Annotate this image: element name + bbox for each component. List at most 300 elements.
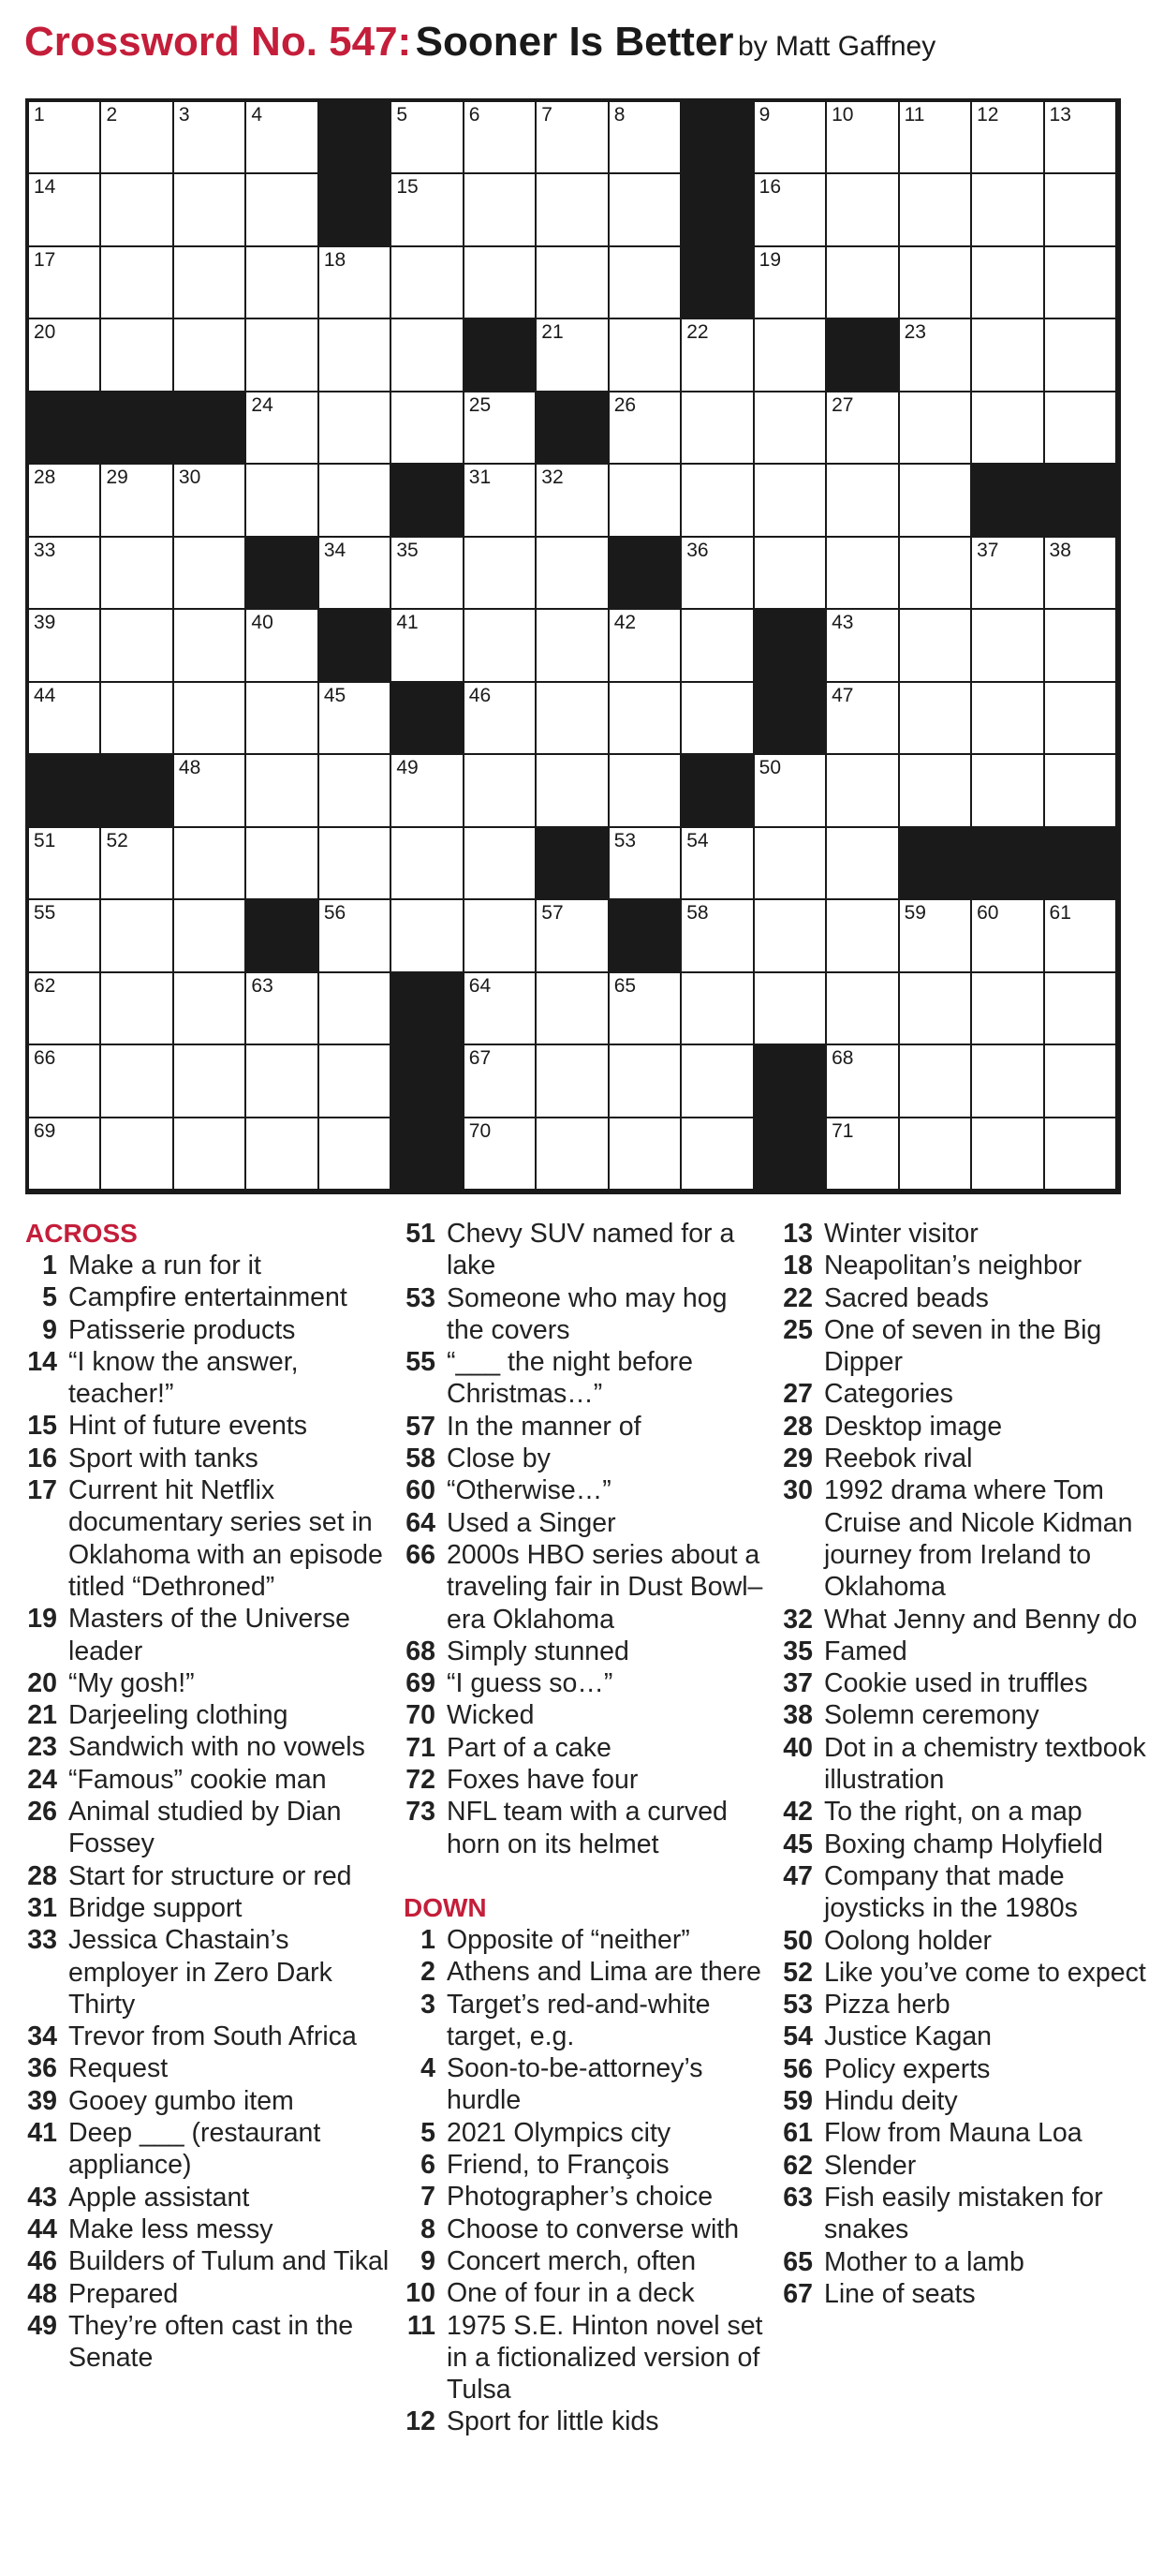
grid-cell[interactable] <box>464 755 537 827</box>
grid-cell[interactable] <box>827 683 899 755</box>
grid-cell[interactable] <box>174 1118 246 1191</box>
grid-clue-number: 18 <box>323 248 346 271</box>
grid-cell[interactable] <box>29 465 101 537</box>
grid-cell[interactable] <box>319 1118 391 1191</box>
grid-cell[interactable] <box>464 973 537 1045</box>
grid-cell[interactable] <box>319 1045 391 1118</box>
grid-cell[interactable] <box>537 465 609 537</box>
grid-clue-number: 70 <box>468 1119 492 1142</box>
clue-number: 20 <box>27 1667 57 1698</box>
grid-cell[interactable] <box>1045 683 1117 755</box>
grid-cell[interactable] <box>1045 102 1117 174</box>
grid-cell[interactable] <box>174 900 246 972</box>
grid-cell[interactable] <box>464 392 537 465</box>
grid-block <box>391 1118 464 1191</box>
grid-cell[interactable] <box>319 828 391 900</box>
grid-cell[interactable] <box>174 828 246 900</box>
across-clue <box>25 2278 390 2310</box>
grid-clue-number: 22 <box>686 321 709 344</box>
down-clue <box>781 1860 1146 1925</box>
grid-cell[interactable] <box>972 900 1044 972</box>
grid-cell[interactable] <box>29 610 101 682</box>
clue-text: Desktop image <box>824 1411 1003 1442</box>
grid-cell[interactable] <box>827 610 899 682</box>
grid-cell[interactable] <box>610 319 682 392</box>
grid-cell[interactable] <box>246 247 318 319</box>
grid-cell[interactable] <box>29 900 101 972</box>
grid-cell[interactable] <box>246 683 318 755</box>
clue-text: “Famous” cookie man <box>68 1764 327 1795</box>
grid-cell[interactable] <box>755 538 827 610</box>
grid-cell[interactable] <box>537 1045 609 1118</box>
clue-number: 37 <box>783 1668 813 1699</box>
down-clue <box>404 2149 769 2181</box>
grid-cell[interactable] <box>319 465 391 537</box>
clue-text: Chevy SUV named for a lake <box>447 1219 735 1281</box>
grid-cell[interactable] <box>610 174 682 246</box>
clue-number: 41 <box>27 2118 57 2149</box>
grid-cell[interactable] <box>29 1118 101 1191</box>
grid-cell[interactable] <box>972 610 1044 682</box>
grid-cell[interactable] <box>101 683 173 755</box>
down-clue <box>404 2245 769 2277</box>
grid-cell[interactable] <box>682 1045 754 1118</box>
grid-cell[interactable] <box>900 1045 972 1118</box>
grid-cell[interactable] <box>464 538 537 610</box>
clue-text: Target’s red-and-white target, e.g. <box>447 1989 711 2051</box>
grid-cell[interactable] <box>537 683 609 755</box>
clue-text: Animal studied by Dian Fossey <box>68 1797 342 1859</box>
grid-cell[interactable] <box>972 319 1044 392</box>
grid-cell[interactable] <box>972 683 1044 755</box>
grid-cell[interactable] <box>246 610 318 682</box>
grid-cell[interactable] <box>391 610 464 682</box>
grid-cell[interactable] <box>464 102 537 174</box>
grid-cell[interactable] <box>101 828 173 900</box>
clue-number: 23 <box>27 1732 57 1763</box>
grid-cell[interactable] <box>1045 247 1117 319</box>
grid-cell[interactable] <box>391 900 464 972</box>
grid-clue-number: 37 <box>977 539 999 561</box>
clue-number: 55 <box>405 1347 435 1378</box>
clue-text: Solemn ceremony <box>824 1700 1039 1731</box>
grid-clue-number: 20 <box>34 321 56 344</box>
clue-text: Gooey gumbo item <box>68 2085 294 2116</box>
grid-cell[interactable] <box>29 828 101 900</box>
grid-cell[interactable] <box>391 247 464 319</box>
grid-cell[interactable] <box>101 319 173 392</box>
grid-cell[interactable] <box>29 247 101 319</box>
grid-cell[interactable] <box>682 828 754 900</box>
grid-cell[interactable] <box>755 828 827 900</box>
grid-cell[interactable] <box>319 755 391 827</box>
across-clue <box>25 1764 390 1796</box>
grid-cell[interactable] <box>319 247 391 319</box>
grid-cell[interactable] <box>319 392 391 465</box>
grid-cell[interactable] <box>174 247 246 319</box>
grid-cell[interactable] <box>391 102 464 174</box>
grid-cell[interactable] <box>972 1118 1044 1191</box>
clue-text: What Jenny and Benny do <box>824 1604 1138 1635</box>
grid-cell[interactable] <box>610 755 682 827</box>
grid-cell[interactable] <box>101 1045 173 1118</box>
grid-cell[interactable] <box>174 1045 246 1118</box>
grid-cell[interactable] <box>464 610 537 682</box>
grid-cell[interactable] <box>827 392 899 465</box>
grid-clue-number: 30 <box>178 466 201 489</box>
grid-clue-number: 62 <box>34 974 56 997</box>
grid-cell[interactable] <box>972 1045 1044 1118</box>
grid-block <box>755 1118 827 1191</box>
clue-text: They’re often cast in the Senate <box>68 2310 354 2374</box>
grid-cell[interactable] <box>319 319 391 392</box>
grid-cell[interactable] <box>900 973 972 1045</box>
grid-cell[interactable] <box>827 755 899 827</box>
grid-cell[interactable] <box>972 538 1044 610</box>
clue-text: Used a Singer <box>447 1507 616 1538</box>
grid-cell[interactable] <box>900 538 972 610</box>
grid-cell[interactable] <box>464 828 537 900</box>
grid-cell[interactable] <box>29 319 101 392</box>
clue-text: Wicked <box>447 1700 535 1731</box>
spacer <box>404 1860 769 1892</box>
grid-cell[interactable] <box>101 1118 173 1191</box>
grid-cell[interactable] <box>1045 538 1117 610</box>
clue-number: 50 <box>783 1925 813 1956</box>
clue-number: 26 <box>27 1797 57 1828</box>
across-clue <box>25 1346 390 1411</box>
grid-cell[interactable] <box>610 973 682 1045</box>
grid-cell[interactable] <box>246 828 318 900</box>
grid-cell[interactable] <box>537 247 609 319</box>
grid-cell[interactable] <box>319 538 391 610</box>
clue-number: 69 <box>405 1668 435 1699</box>
clue-text: Reebok rival <box>824 1443 973 1474</box>
grid-cell[interactable] <box>537 538 609 610</box>
grid-cell[interactable] <box>900 465 972 537</box>
grid-clue-number: 65 <box>613 974 637 997</box>
grid-cell[interactable] <box>900 102 972 174</box>
clue-number: 53 <box>783 1990 813 2021</box>
grid-cell[interactable] <box>391 828 464 900</box>
clue-number: 53 <box>405 1282 435 1313</box>
across-clue <box>25 1731 390 1763</box>
clue-text: Flow from Mauna Loa <box>824 2118 1083 2149</box>
grid-clue-number: 3 <box>178 104 190 126</box>
clue-text: 1992 drama where Tom Cruise and Nicole Kidman journey from Ireland to Oklahoma <box>824 1475 1133 1603</box>
grid-cell[interactable] <box>537 610 609 682</box>
grid-cell[interactable] <box>101 465 173 537</box>
grid-cell[interactable] <box>464 465 537 537</box>
grid-block <box>101 755 173 827</box>
grid-cell[interactable] <box>755 392 827 465</box>
grid-clue-number: 17 <box>34 248 56 271</box>
down-clue <box>781 1218 1146 1250</box>
grid-cell[interactable] <box>682 538 754 610</box>
clue-text: Masters of the Universe leader <box>68 1604 350 1666</box>
grid-cell[interactable] <box>537 1118 609 1191</box>
grid-clue-number: 4 <box>251 104 263 126</box>
grid-cell[interactable] <box>972 973 1044 1045</box>
grid-cell[interactable] <box>174 319 246 392</box>
clue-text: Trevor from South Africa <box>68 2021 357 2052</box>
grid-cell[interactable] <box>246 174 318 246</box>
grid-cell[interactable] <box>827 247 899 319</box>
clue-text: Slender <box>824 2150 917 2181</box>
grid-cell[interactable] <box>682 319 754 392</box>
grid-cell[interactable] <box>246 1118 318 1191</box>
grid-cell[interactable] <box>174 102 246 174</box>
grid-cell[interactable] <box>900 247 972 319</box>
grid-cell[interactable] <box>827 1118 899 1191</box>
grid-clue-number: 27 <box>832 393 854 416</box>
grid-cell[interactable] <box>900 610 972 682</box>
grid-cell[interactable] <box>537 973 609 1045</box>
grid-cell[interactable] <box>827 828 899 900</box>
clue-number: 57 <box>405 1411 435 1442</box>
grid-cell[interactable] <box>246 465 318 537</box>
grid-cell[interactable] <box>464 900 537 972</box>
grid-cell[interactable] <box>537 102 609 174</box>
grid-cell[interactable] <box>246 1045 318 1118</box>
grid-cell[interactable] <box>391 538 464 610</box>
grid-cell[interactable] <box>174 174 246 246</box>
grid-cell[interactable] <box>755 755 827 827</box>
grid-cell[interactable] <box>391 755 464 827</box>
grid-cell[interactable] <box>827 900 899 972</box>
across-clue <box>25 2085 390 2117</box>
grid-cell[interactable] <box>682 1118 754 1191</box>
grid-cell[interactable] <box>900 1118 972 1191</box>
grid-cell[interactable] <box>29 174 101 246</box>
clue-number: 52 <box>783 1957 813 1988</box>
grid-block <box>972 465 1044 537</box>
down-clue <box>781 1250 1146 1281</box>
grid-cell[interactable] <box>1045 1118 1117 1191</box>
grid-cell[interactable] <box>972 102 1044 174</box>
grid-cell[interactable] <box>755 247 827 319</box>
down-clue <box>781 2053 1146 2085</box>
grid-block <box>391 465 464 537</box>
clue-number: 66 <box>405 1539 435 1570</box>
clue-number: 42 <box>783 1797 813 1828</box>
grid-block <box>755 1045 827 1118</box>
grid-cell[interactable] <box>682 900 754 972</box>
clue-text: 1975 S.E. Hinton novel set in a fictionalized version of Tulsa <box>447 2310 763 2406</box>
down-clue <box>781 1443 1146 1474</box>
grid-cell[interactable] <box>174 610 246 682</box>
grid-cell[interactable] <box>610 828 682 900</box>
down-clue <box>781 2182 1146 2246</box>
grid-cell[interactable] <box>537 174 609 246</box>
grid-cell[interactable] <box>101 174 173 246</box>
grid-cell[interactable] <box>174 683 246 755</box>
grid-cell[interactable] <box>319 900 391 972</box>
grid-cell[interactable] <box>319 683 391 755</box>
down-clue <box>404 1989 769 2053</box>
grid-cell[interactable] <box>101 102 173 174</box>
grid-cell[interactable] <box>464 1045 537 1118</box>
grid-block <box>101 392 173 465</box>
grid-cell[interactable] <box>900 392 972 465</box>
clue-text: Friend, to François <box>447 2150 670 2181</box>
clue-number: 58 <box>405 1443 435 1474</box>
grid-cell[interactable] <box>610 1045 682 1118</box>
clue-number: 72 <box>405 1765 435 1796</box>
grid-cell[interactable] <box>1045 900 1117 972</box>
clue-number: 63 <box>783 2182 813 2213</box>
grid-clue-number: 1 <box>34 104 45 126</box>
clue-text: Famed <box>824 1636 907 1666</box>
grid-cell[interactable] <box>464 174 537 246</box>
grid-cell[interactable] <box>972 392 1044 465</box>
grid-cell[interactable] <box>174 538 246 610</box>
grid-cell[interactable] <box>246 392 318 465</box>
grid-cell[interactable] <box>827 174 899 246</box>
grid-cell[interactable] <box>174 973 246 1045</box>
grid-cell[interactable] <box>174 755 246 827</box>
grid-clue-number: 60 <box>977 902 999 925</box>
clue-number: 54 <box>783 2021 813 2052</box>
grid-cell[interactable] <box>246 102 318 174</box>
grid-cell[interactable] <box>537 900 609 972</box>
grid-clue-number: 8 <box>613 104 626 126</box>
grid-cell[interactable] <box>391 319 464 392</box>
grid-cell[interactable] <box>610 683 682 755</box>
clue-column-1 <box>25 1218 390 2374</box>
grid-cell[interactable] <box>682 465 754 537</box>
down-clue <box>781 1796 1146 1828</box>
grid-cell[interactable] <box>29 1045 101 1118</box>
clue-text: Make less messy <box>68 2213 273 2244</box>
grid-cell[interactable] <box>1045 973 1117 1045</box>
grid-cell[interactable] <box>610 1118 682 1191</box>
grid-cell[interactable] <box>682 683 754 755</box>
across-clue <box>25 1474 390 1603</box>
grid-cell[interactable] <box>1045 755 1117 827</box>
clue-number: 3 <box>420 1989 435 2020</box>
clue-number: 22 <box>783 1282 813 1313</box>
grid-cell[interactable] <box>755 465 827 537</box>
grid-clue-number: 39 <box>34 612 56 634</box>
grid-cell[interactable] <box>101 610 173 682</box>
grid-cell[interactable] <box>610 610 682 682</box>
grid-cell[interactable] <box>827 102 899 174</box>
clue-number: 6 <box>420 2150 435 2181</box>
grid-cell[interactable] <box>900 319 972 392</box>
grid-cell[interactable] <box>101 900 173 972</box>
grid-cell[interactable] <box>610 392 682 465</box>
clue-number: 28 <box>783 1411 813 1442</box>
grid-cell[interactable] <box>900 174 972 246</box>
grid-cell[interactable] <box>827 465 899 537</box>
grid-cell[interactable] <box>29 973 101 1045</box>
grid-cell[interactable] <box>610 465 682 537</box>
grid-cell[interactable] <box>1045 174 1117 246</box>
grid-cell[interactable] <box>464 1118 537 1191</box>
clue-text: Deep ___ (restaurant appliance) <box>68 2118 321 2181</box>
grid-cell[interactable] <box>464 683 537 755</box>
grid-cell[interactable] <box>319 973 391 1045</box>
across-clue <box>25 2182 390 2213</box>
grid-cell[interactable] <box>1045 392 1117 465</box>
grid-block <box>610 538 682 610</box>
grid-cell[interactable] <box>900 683 972 755</box>
grid-cell[interactable] <box>755 174 827 246</box>
grid-cell[interactable] <box>391 174 464 246</box>
clue-number: 5 <box>42 1282 57 1313</box>
grid-cell[interactable] <box>174 465 246 537</box>
clue-text: Fish easily mistaken for snakes <box>824 2182 1103 2245</box>
grid-cell[interactable] <box>29 538 101 610</box>
grid-cell[interactable] <box>246 973 318 1045</box>
grid-cell[interactable] <box>101 538 173 610</box>
grid-cell[interactable] <box>537 755 609 827</box>
grid-cell[interactable] <box>827 973 899 1045</box>
puzzle-name: Sooner Is Better <box>415 19 734 65</box>
grid-cell[interactable] <box>1045 319 1117 392</box>
grid-cell[interactable] <box>755 973 827 1045</box>
grid-cell[interactable] <box>101 973 173 1045</box>
grid-cell[interactable] <box>972 755 1044 827</box>
grid-block <box>391 973 464 1045</box>
grid-block <box>319 174 391 246</box>
grid-clue-number: 61 <box>1049 902 1071 925</box>
grid-cell[interactable] <box>29 683 101 755</box>
grid-cell[interactable] <box>900 900 972 972</box>
grid-cell[interactable] <box>827 538 899 610</box>
clue-text: One of seven in the Big Dipper <box>824 1314 1102 1378</box>
grid-cell[interactable] <box>537 319 609 392</box>
grid-cell[interactable] <box>755 102 827 174</box>
grid-cell[interactable] <box>755 319 827 392</box>
grid-cell[interactable] <box>29 102 101 174</box>
grid-cell[interactable] <box>682 973 754 1045</box>
grid-cell[interactable] <box>682 392 754 465</box>
clue-text: Simply stunned <box>447 1636 629 1666</box>
across-clue <box>404 1732 769 1764</box>
down-clue <box>781 1282 1146 1314</box>
grid-clue-number: 59 <box>904 902 926 925</box>
grid-cell[interactable] <box>972 174 1044 246</box>
grid-cell[interactable] <box>101 247 173 319</box>
down-clue <box>404 2213 769 2245</box>
grid-cell[interactable] <box>610 102 682 174</box>
grid-block <box>246 900 318 972</box>
grid-cell[interactable] <box>1045 610 1117 682</box>
grid-clue-number: 7 <box>541 104 552 126</box>
grid-cell[interactable] <box>610 247 682 319</box>
grid-cell[interactable] <box>464 247 537 319</box>
across-clue <box>25 1603 390 1667</box>
grid-cell[interactable] <box>246 755 318 827</box>
grid-cell[interactable] <box>391 392 464 465</box>
grid-cell[interactable] <box>1045 1045 1117 1118</box>
grid-clue-number: 36 <box>686 539 709 561</box>
grid-cell[interactable] <box>246 319 318 392</box>
grid-cell[interactable] <box>682 610 754 682</box>
crossword-grid <box>25 98 1121 1194</box>
grid-cell[interactable] <box>972 247 1044 319</box>
clue-text: Sport with tanks <box>68 1443 258 1473</box>
grid-block <box>610 900 682 972</box>
grid-clue-number: 23 <box>904 321 926 344</box>
grid-cell[interactable] <box>900 755 972 827</box>
clue-text: Apple assistant <box>68 2182 250 2213</box>
grid-cell[interactable] <box>755 900 827 972</box>
grid-cell[interactable] <box>827 1045 899 1118</box>
grid-clue-number: 54 <box>686 829 709 851</box>
